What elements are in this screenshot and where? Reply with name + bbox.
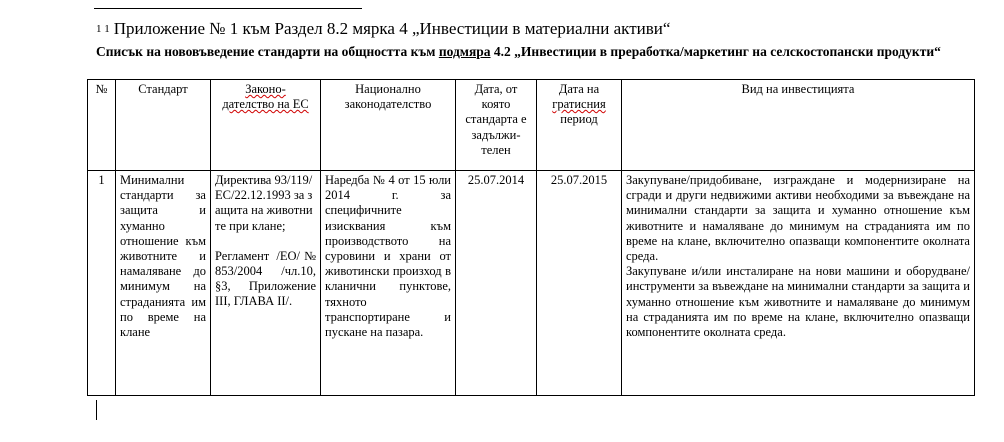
header-investment-type: Вид на инвестицията bbox=[622, 80, 975, 171]
eu-legislation-directive: Директива 93/119/ЕС/22.12.1993 за защита на животните при клане; bbox=[215, 173, 313, 233]
standards-table bbox=[87, 79, 975, 396]
row-standard: Минимални стандарти за защита и хуманно отношение към животните и намаляване до минимум на страданията им по време на клане bbox=[116, 171, 211, 396]
footnote-separator-line bbox=[94, 8, 362, 9]
header-date-mandatory: Дата, от която стандарта е задължи-телен bbox=[456, 80, 537, 171]
header-standard: Стандарт bbox=[116, 80, 211, 171]
row-eu-legislation bbox=[211, 171, 321, 396]
subtitle-part-1: Списък на нововъведение стандарти на общността към bbox=[96, 44, 439, 59]
table-row bbox=[88, 171, 975, 396]
header-grace-part-2: гратисния bbox=[552, 97, 606, 112]
subtitle-part-2: 4.2 „Инвестиции в преработка/маркетинг на селскостопански продукти“ bbox=[490, 44, 941, 59]
row-investment-type bbox=[622, 171, 975, 396]
header-national-legislation: Национално законодателство bbox=[321, 80, 456, 171]
row-num: 1 bbox=[88, 171, 116, 396]
subtitle-underlined-word: подмяра bbox=[438, 44, 491, 59]
investment-paragraph-1: Закупуване/придобиване, изграждане и модернизиране на сгради и други недвижими активи необходими за въвеждане на минимални стандарти за защита и хуманно отношение към животните и намаляване до минимум на страданията им по време на клане, включително опазващи компонентите околната среда. bbox=[626, 173, 970, 264]
header-num: № bbox=[88, 80, 116, 171]
footnote-marks: 1 1 bbox=[96, 23, 110, 35]
header-grace-part-3: период bbox=[560, 112, 598, 127]
header-eu-legislation-part-2: дателство на ЕС bbox=[222, 97, 309, 112]
row-national-legislation: Наредба № 4 от 15 юли 2014 г. за специфичните изисквания към производството на суровини и храни от животински произход в кланични пунктове, тяхното транспортиране и пускане на пазара. bbox=[321, 171, 456, 396]
row-grace-period: 25.07.2015 bbox=[537, 171, 622, 396]
header-eu-legislation-part-1: Законо- bbox=[245, 82, 286, 96]
row-date-mandatory: 25.07.2014 bbox=[456, 171, 537, 396]
investment-paragraph-2: Закупуване и/или инсталиране на нови машини и оборудване/инструменти за въвеждане на минимални стандарти за защита и хуманно отношение към животните и намаляване до минимум на страданията им по време на клане, включително опазващи компонентите околната среда. bbox=[626, 264, 970, 340]
annex-title bbox=[96, 19, 670, 39]
eu-legislation-regulation: Регламент /ЕО/№ 853/2004 /чл.10, §3, Приложение III, ГЛАВА II/. bbox=[215, 248, 316, 309]
header-eu-legislation bbox=[211, 80, 321, 171]
annex-title-text: Приложение № 1 към Раздел 8.2 мярка 4 „Инвестиции в материални активи“ bbox=[113, 19, 671, 38]
text-cursor-bar bbox=[96, 400, 97, 420]
table-header-row bbox=[88, 80, 975, 171]
header-grace-period bbox=[537, 80, 622, 171]
header-grace-part-1: Дата на bbox=[558, 82, 600, 96]
annex-subtitle bbox=[96, 43, 976, 60]
